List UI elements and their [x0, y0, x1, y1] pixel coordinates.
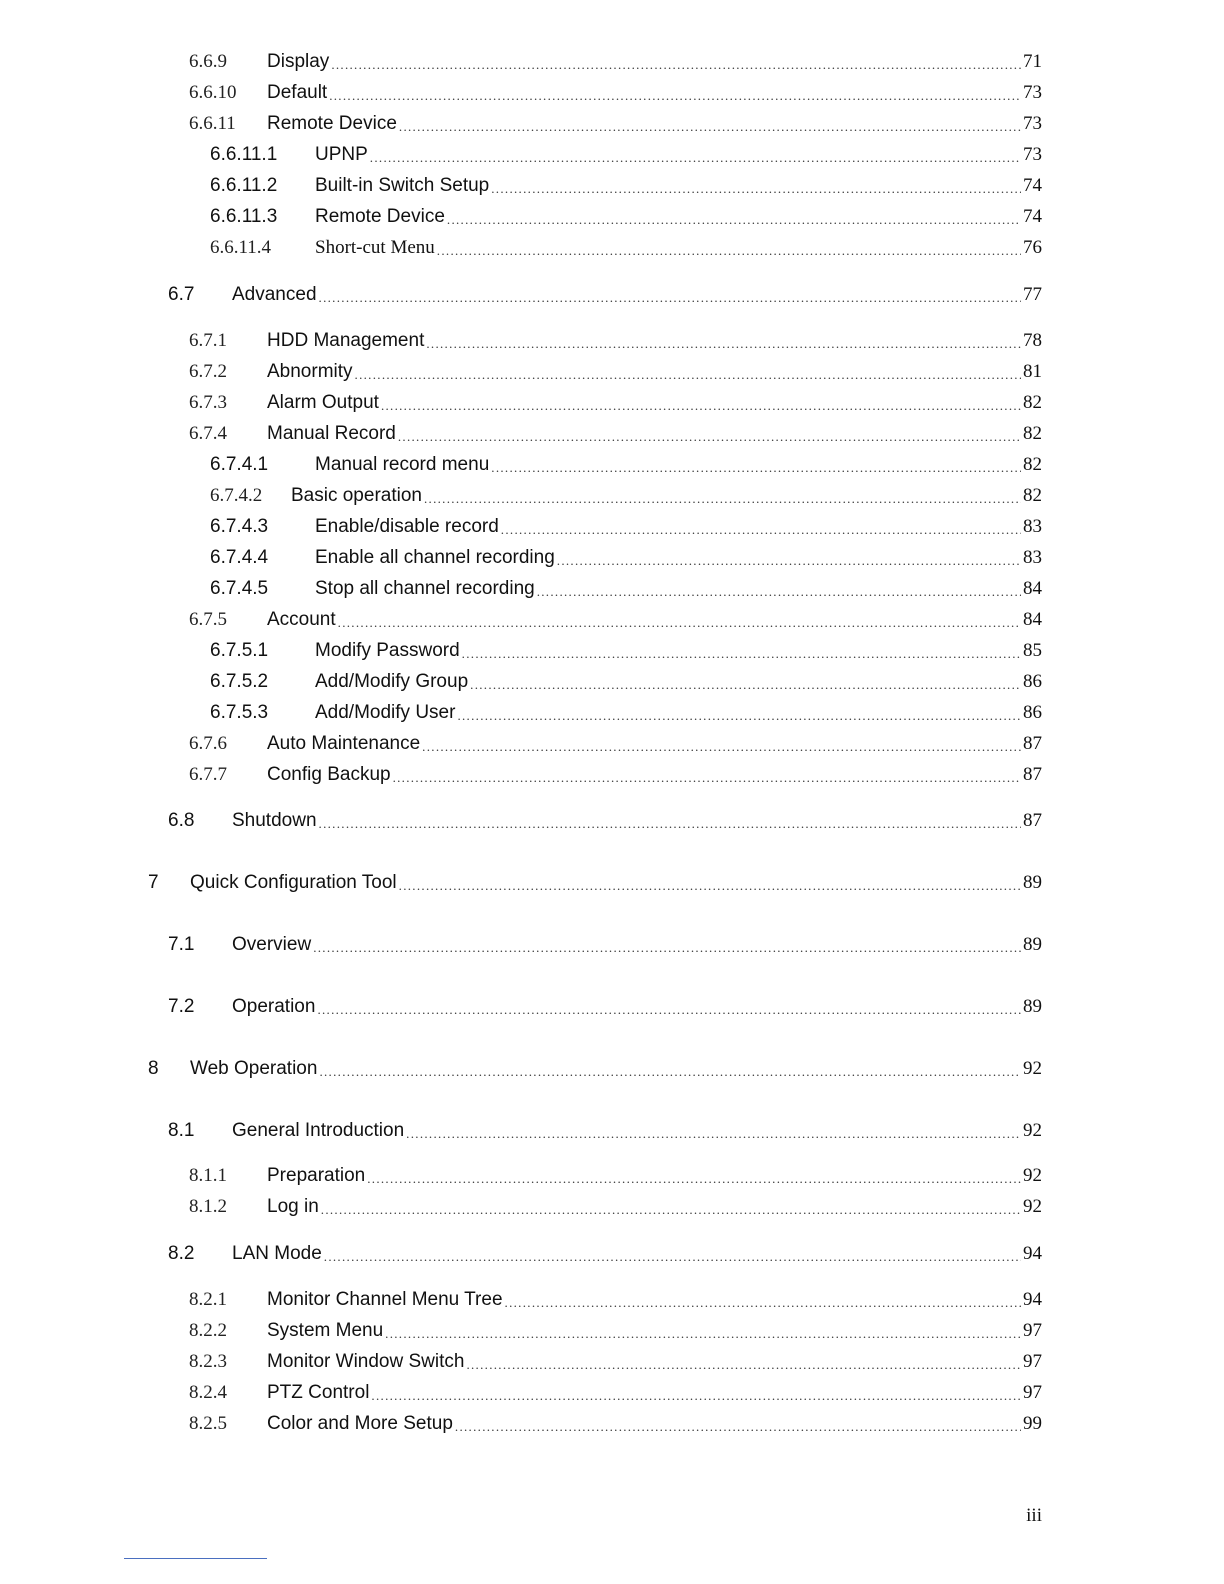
- toc-entry-number: 6.7.3: [189, 392, 227, 413]
- toc-entry-page: 89: [1023, 996, 1042, 1017]
- dot-leader: [338, 614, 1021, 632]
- toc-entry-page: 82: [1023, 423, 1042, 444]
- toc-entry[interactable]: [189, 1408, 1042, 1436]
- toc-entry-page: 76: [1023, 237, 1042, 258]
- toc-entry-number: 6.6.11.4: [210, 237, 272, 258]
- toc-entry-page: 84: [1023, 609, 1042, 630]
- toc-entry-number: 6.7.5.2: [210, 671, 269, 692]
- toc-entry-title: Color and More Setup: [267, 1413, 453, 1434]
- dot-leader: [317, 1001, 1021, 1019]
- toc-entry-number: 6.7.5.3: [210, 702, 269, 723]
- dot-leader: [491, 180, 1021, 198]
- toc-entry-title: Preparation: [267, 1165, 366, 1186]
- toc-entry-title: Default: [267, 82, 328, 103]
- dot-leader: [313, 939, 1021, 957]
- toc-entry-title: Alarm Output: [267, 392, 379, 413]
- dot-leader: [324, 1248, 1021, 1266]
- toc-entry[interactable]: [189, 1377, 1042, 1405]
- toc-entry-page: 92: [1023, 1196, 1042, 1217]
- dot-leader: [505, 1294, 1021, 1312]
- dot-leader: [422, 738, 1021, 756]
- toc-entry-page: 83: [1023, 516, 1042, 537]
- toc-entry[interactable]: [168, 1238, 1042, 1266]
- toc-entry-number: 8.2.5: [189, 1413, 227, 1434]
- dot-leader: [399, 877, 1021, 895]
- toc-entry-page: 78: [1023, 330, 1042, 351]
- toc-entry[interactable]: [189, 356, 1042, 384]
- dot-leader: [557, 552, 1021, 570]
- toc-entry-page: 84: [1023, 578, 1042, 599]
- toc-entry-title: Overview: [232, 934, 312, 955]
- toc-entry-title: Add/Modify Group: [315, 671, 469, 692]
- toc-entry[interactable]: [210, 449, 1042, 477]
- toc-entry-number: 7.2: [168, 996, 195, 1017]
- toc-entry-page: 87: [1023, 733, 1042, 754]
- toc-entry-title: Web Operation: [190, 1058, 318, 1079]
- toc-entry-page: 97: [1023, 1382, 1042, 1403]
- toc-entry-number: 8.2.2: [189, 1320, 227, 1341]
- dot-leader: [462, 645, 1021, 663]
- toc-entry-title: Advanced: [232, 284, 317, 305]
- toc-entry-title: Log in: [267, 1196, 319, 1217]
- toc-entry[interactable]: [210, 697, 1042, 725]
- dot-leader: [321, 1201, 1021, 1219]
- toc-entry-number: 6.7.6: [189, 733, 227, 754]
- toc-entry[interactable]: [210, 511, 1042, 539]
- toc-entry-title: Manual Record: [267, 423, 396, 444]
- dot-leader: [447, 211, 1021, 229]
- toc-entry-title: General Introduction: [232, 1120, 405, 1141]
- dot-leader: [370, 149, 1021, 167]
- dot-leader: [437, 242, 1021, 260]
- toc-entry[interactable]: [210, 201, 1042, 229]
- toc-entry-page: 83: [1023, 547, 1042, 568]
- toc-entry-page: 73: [1023, 144, 1042, 165]
- toc-entry-title: Remote Device: [315, 206, 445, 227]
- dot-leader: [491, 459, 1021, 477]
- toc-entry-page: 71: [1023, 51, 1042, 72]
- toc-entry-number: 6.7.4.4: [210, 547, 269, 568]
- toc-entry-number: 6.6.11.2: [210, 175, 278, 196]
- toc-entry[interactable]: [189, 77, 1042, 105]
- toc-entry-number: 6.7.4: [189, 423, 227, 444]
- toc-entry-number: 8: [148, 1058, 159, 1079]
- toc-entry-page: 92: [1023, 1120, 1042, 1141]
- toc-entry-number: 6.7.1: [189, 330, 227, 351]
- dot-leader: [331, 56, 1021, 74]
- toc-entry-page: 73: [1023, 82, 1042, 103]
- toc-entry-page: 87: [1023, 810, 1042, 831]
- toc-entry-page: 77: [1023, 284, 1042, 305]
- toc-entry[interactable]: [189, 1284, 1042, 1312]
- toc-entry-page: 74: [1023, 206, 1042, 227]
- dot-leader: [393, 769, 1021, 787]
- toc-entry-page: 86: [1023, 702, 1042, 723]
- dot-leader: [457, 707, 1021, 725]
- toc-entry-number: 6.7: [168, 284, 195, 305]
- toc-entry-number: 8.2.1: [189, 1289, 227, 1310]
- toc-entry[interactable]: [168, 805, 1042, 833]
- dot-leader: [355, 366, 1021, 384]
- toc-entry-page: 92: [1023, 1165, 1042, 1186]
- toc-entry-title: Enable/disable record: [315, 516, 499, 537]
- dot-leader: [329, 87, 1021, 105]
- toc-entry[interactable]: [168, 929, 1042, 957]
- toc-entry-number: 6.7.4.3: [210, 516, 269, 537]
- dot-leader: [319, 1063, 1021, 1081]
- dot-leader: [371, 1387, 1021, 1405]
- toc-entry-title: Monitor Window Switch: [267, 1351, 465, 1372]
- toc-entry-number: 6.7.7: [189, 764, 227, 785]
- toc-entry[interactable]: [189, 728, 1042, 756]
- toc-entry[interactable]: [210, 232, 1042, 260]
- dot-leader: [398, 428, 1021, 446]
- toc-entry-title: System Menu: [267, 1320, 384, 1341]
- dot-leader: [406, 1125, 1021, 1143]
- toc-entry-number: 8.2.4: [189, 1382, 227, 1403]
- toc-entry-number: 7: [148, 872, 159, 893]
- toc-entry-page: 82: [1023, 485, 1042, 506]
- toc-entry-title: Operation: [232, 996, 316, 1017]
- toc-entry[interactable]: [189, 418, 1042, 446]
- toc-entry[interactable]: [189, 387, 1042, 415]
- toc-entry-number: 7.1: [168, 934, 195, 955]
- dot-leader: [537, 583, 1021, 601]
- toc-entry-page: 97: [1023, 1351, 1042, 1372]
- toc-entry-page: 81: [1023, 361, 1042, 382]
- toc-entry-number: 6.7.5.1: [210, 640, 269, 661]
- toc-entry[interactable]: [189, 108, 1042, 136]
- toc-entry[interactable]: [210, 170, 1042, 198]
- toc-entry-title: LAN Mode: [232, 1243, 322, 1264]
- toc-entry[interactable]: [210, 635, 1042, 663]
- toc-entry-title: UPNP: [315, 144, 368, 165]
- dot-leader: [319, 815, 1021, 833]
- toc-entry-title: Shutdown: [232, 810, 317, 831]
- dot-leader: [424, 490, 1021, 508]
- toc-entry-number: 8.2.3: [189, 1351, 227, 1372]
- toc-entry-number: 8.1.1: [189, 1165, 227, 1186]
- toc-entry-page: 89: [1023, 872, 1042, 893]
- toc-entry-page: 74: [1023, 175, 1042, 196]
- toc-entry[interactable]: [148, 1053, 1042, 1081]
- dot-leader: [455, 1418, 1021, 1436]
- toc-entry[interactable]: [189, 46, 1042, 74]
- toc-entry-page: 94: [1023, 1243, 1042, 1264]
- toc-entry-number: 6.7.5: [189, 609, 227, 630]
- toc-entry[interactable]: [210, 542, 1042, 570]
- toc-entry[interactable]: [189, 604, 1042, 632]
- toc-entry-number: 6.8: [168, 810, 195, 831]
- toc-entry[interactable]: [189, 1346, 1042, 1374]
- toc-entry-number: 8.1.2: [189, 1196, 227, 1217]
- toc-entry-title: Monitor Channel Menu Tree: [267, 1289, 503, 1310]
- toc-entry-title: Add/Modify User: [315, 702, 456, 723]
- toc-entry-title: Config Backup: [267, 764, 391, 785]
- toc-entry-page: 87: [1023, 764, 1042, 785]
- dot-leader: [385, 1325, 1021, 1343]
- toc-entry-page: 92: [1023, 1058, 1042, 1079]
- toc-entry-page: 86: [1023, 671, 1042, 692]
- toc-entry[interactable]: [189, 1191, 1042, 1219]
- toc-entry[interactable]: [168, 991, 1042, 1019]
- toc-entry-title: Quick Configuration Tool: [190, 872, 397, 893]
- toc-entry-title: Enable all channel recording: [315, 547, 555, 568]
- toc-entry-title: PTZ Control: [267, 1382, 370, 1403]
- toc-entry-page: 82: [1023, 454, 1042, 475]
- toc-entry-number: 6.6.11.3: [210, 206, 278, 227]
- toc-entry-number: 6.7.4.2: [210, 485, 263, 506]
- toc-entry-page: 97: [1023, 1320, 1042, 1341]
- dot-leader: [399, 118, 1021, 136]
- dot-leader: [367, 1170, 1021, 1188]
- toc-entry-number: 6.7.4.1: [210, 454, 269, 475]
- dot-leader: [319, 289, 1021, 307]
- toc-entry-number: 6.6.11.1: [210, 144, 278, 165]
- toc-entry-title: Display: [267, 51, 330, 72]
- dot-leader: [381, 397, 1021, 415]
- toc-entry-page: 94: [1023, 1289, 1042, 1310]
- toc-entry[interactable]: [189, 1315, 1042, 1343]
- toc-entry-title: Abnormity: [267, 361, 353, 382]
- toc-entry[interactable]: [210, 573, 1042, 601]
- toc-entry[interactable]: [148, 867, 1042, 895]
- toc-entry-number: 8.1: [168, 1120, 195, 1141]
- toc-entry-title: Remote Device: [267, 113, 397, 134]
- toc-entry-page: 73: [1023, 113, 1042, 134]
- toc-entry-title: Account: [267, 609, 336, 630]
- toc-entry-title: Stop all channel recording: [315, 578, 535, 599]
- toc-entry-number: 6.6.10: [189, 82, 237, 103]
- dot-leader: [501, 521, 1021, 539]
- toc-entry-number: 6.7.2: [189, 361, 227, 382]
- toc-entry-number: 6.6.9: [189, 51, 227, 72]
- toc-entry[interactable]: [210, 666, 1042, 694]
- toc-entry-page: 85: [1023, 640, 1042, 661]
- toc-entry-title: HDD Management: [267, 330, 425, 351]
- toc-entry[interactable]: [168, 279, 1042, 307]
- dot-leader: [466, 1356, 1021, 1374]
- dot-leader: [470, 676, 1021, 694]
- toc-entry[interactable]: [189, 325, 1042, 353]
- toc-entry-title: Built-in Switch Setup: [315, 175, 490, 196]
- toc-entry[interactable]: [168, 1115, 1042, 1143]
- toc-entry[interactable]: [210, 139, 1042, 167]
- toc-entry-page: 82: [1023, 392, 1042, 413]
- toc-entry-number: 8.2: [168, 1243, 195, 1264]
- toc-entry-number: 6.7.4.5: [210, 578, 269, 599]
- toc-entry-number: 6.6.11: [189, 113, 236, 134]
- toc-entry-page: 99: [1023, 1413, 1042, 1434]
- dot-leader: [426, 335, 1021, 353]
- toc-entry-title: Short-cut Menu: [315, 237, 435, 258]
- toc-entry-title: Modify Password: [315, 640, 460, 661]
- toc-entry-title: Auto Maintenance: [267, 733, 421, 754]
- toc-entry[interactable]: [210, 480, 1042, 508]
- toc-entry-title: Manual record menu: [315, 454, 490, 475]
- footnote-divider: [124, 1558, 267, 1559]
- toc-entry-page: 89: [1023, 934, 1042, 955]
- page-number: iii: [1026, 1505, 1042, 1526]
- toc-entry[interactable]: [189, 1160, 1042, 1188]
- toc-entry-title: Basic operation: [291, 485, 422, 506]
- toc-entry[interactable]: [189, 759, 1042, 787]
